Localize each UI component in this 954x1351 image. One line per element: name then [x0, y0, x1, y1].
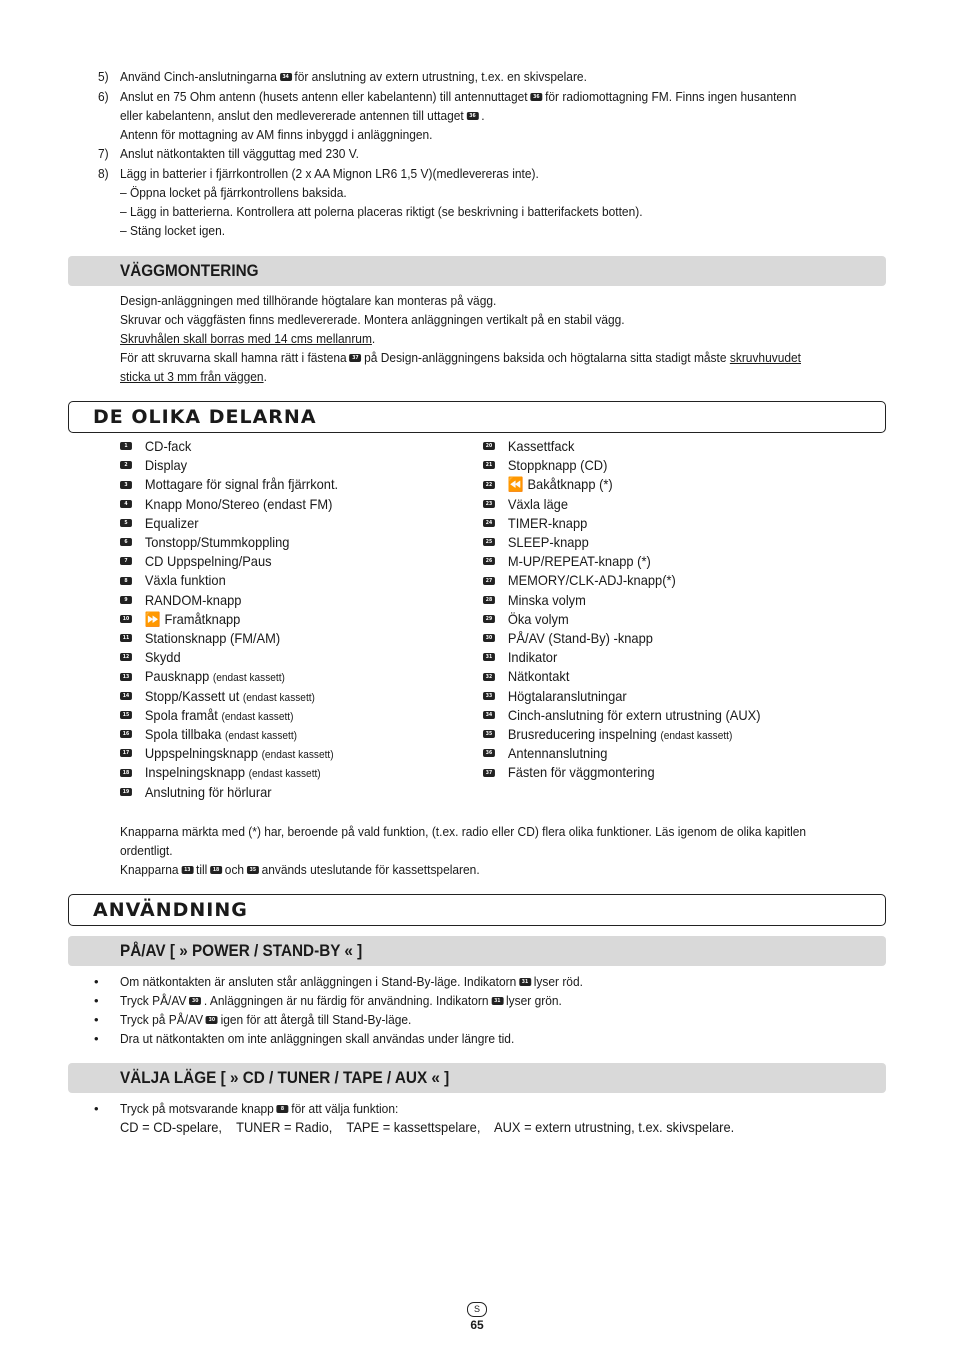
part-label: CD Uppspelning/Paus [144, 553, 272, 570]
part-item [483, 533, 589, 552]
section-bar-parts [68, 401, 886, 433]
part-label: ⏪ Bakåtknapp (*) [507, 476, 613, 493]
part-number-icon: 20 [483, 442, 495, 450]
part-item [483, 437, 574, 456]
part-label: TIMER-knapp [507, 514, 588, 531]
part-item [120, 629, 280, 648]
section-heading-power: PÅ/AV [ » POWER / STAND-BY « ] [120, 941, 363, 960]
part-label: Antennanslutning [507, 745, 608, 762]
language-badge: S [467, 1302, 487, 1317]
part-note: (endast kassett) [225, 730, 298, 742]
part-label: Högtalaranslutningar [507, 687, 627, 704]
part-note: (endast kassett) [660, 730, 733, 742]
part-ref-icon: 18 [210, 866, 222, 874]
bullet-icon: • [94, 1101, 99, 1116]
part-item [120, 610, 240, 629]
part-item [120, 552, 272, 571]
part-number-icon: 13 [120, 673, 132, 681]
mode-line-2: CD = CD-spelare, TUNER = Radio, TAPE = kassettspelare, AUX = extern utrustning, t.ex. skivspelare. [120, 1119, 735, 1135]
part-number-icon: 27 [483, 577, 495, 585]
wall-line-3: Skruvhålen skall borras med 14 cms mellanrum. [120, 331, 376, 346]
part-item [120, 706, 293, 727]
part-number-icon: 1 [120, 442, 132, 450]
part-number-icon: 31 [483, 653, 495, 661]
part-number-icon: 35 [483, 730, 495, 738]
section-heading-wall-mounting: VÄGGMONTERING [120, 261, 259, 280]
part-ref-icon: 13 [181, 866, 193, 874]
part-item [483, 495, 568, 514]
part-ref-icon: 31 [519, 978, 531, 986]
step-text: Anslut en 75 Ohm antenn (husets antenn eller kabelantenn) till antennuttaget 36 för radiomottagning FM. Finns ingen husantenn [120, 89, 797, 104]
bullet-icon: • [94, 1031, 99, 1046]
step-number: 7) [98, 146, 109, 161]
section-bar-power [68, 936, 886, 966]
part-label: Tonstopp/Stummkoppling [144, 534, 290, 550]
part-label: ⏩ Framåtknapp [144, 610, 241, 627]
step-number: 8) [98, 166, 109, 181]
part-number-icon: 29 [483, 615, 495, 623]
part-item [483, 552, 651, 571]
part-item [483, 763, 655, 782]
part-item [483, 744, 607, 763]
part-label: Mottagare för signal från fjärrkont. [144, 476, 339, 493]
section-bar-wall-mounting [68, 256, 886, 286]
wall-line-1: Design-anläggningen med tillhörande högtalare kan monteras på vägg. [120, 293, 497, 308]
part-label: Anslutning för hörlurar [144, 783, 272, 800]
part-item [120, 648, 181, 667]
part-label: Knapp Mono/Stereo (endast FM) [144, 495, 333, 512]
part-number-icon: 24 [483, 519, 495, 527]
part-item [120, 475, 338, 494]
part-label: Pausknapp [144, 668, 210, 685]
part-item [483, 456, 607, 475]
step-text: Antenn för mottagning av AM finns inbyggd i anläggningen. [120, 127, 433, 142]
wall-line-5: sticka ut 3 mm från väggen. [120, 369, 267, 384]
part-number-icon: 12 [120, 653, 132, 661]
part-number-icon: 25 [483, 538, 495, 546]
parts-note-1: Knapparna märkta med (*) har, beroende på vald funktion, (t.ex. radio eller CD) flera olika funktioner. Läs igenom de olika kapitlen [120, 824, 807, 839]
part-item [120, 763, 321, 784]
part-number-icon: 6 [120, 538, 132, 546]
part-number-icon: 36 [483, 749, 495, 757]
part-number-icon: 11 [120, 634, 132, 642]
step-text: – Öppna locket på fjärrkontrollens baksida. [120, 185, 347, 200]
step-number: 6) [98, 89, 109, 104]
wall-line-4: För att skruvarna skall hamna rätt i fästena 37 på Design-anläggningens baksida och högtalarna sitta stadigt måste skruvhuvudet [120, 350, 802, 365]
part-label: Stoppknapp (CD) [507, 457, 608, 474]
section-bar-usage [68, 894, 886, 926]
power-bullet-2: Tryck PÅ/AV 30 . Anläggningen är nu färdig för användning. Indikatorn 31 lyser grön. [120, 993, 562, 1008]
part-number-icon: 16 [120, 730, 132, 738]
part-item [120, 744, 334, 765]
part-note: (endast kassett) [248, 768, 321, 781]
part-item [120, 591, 241, 610]
part-item [483, 725, 732, 746]
parts-note-3: Knapparna 13 till 18 och 35 används uteslutande för kassettspelaren. [120, 862, 480, 877]
part-item [483, 610, 569, 629]
part-number-icon: 33 [483, 692, 495, 700]
part-item [483, 514, 587, 533]
part-item [483, 648, 557, 667]
parts-note-2: ordentligt. [120, 843, 173, 858]
part-ref-icon: 34 [280, 73, 292, 81]
power-bullet-3: Tryck på PÅ/AV 30 igen för att återgå till Stand-By-läge. [120, 1012, 412, 1027]
part-number-icon: 14 [120, 692, 132, 700]
part-number-icon: 7 [120, 557, 132, 565]
power-bullet-4: Dra ut nätkontakten om inte anläggningen skall användas under längre tid. [120, 1031, 515, 1046]
part-number-icon: 28 [483, 596, 495, 604]
part-ref-icon: 30 [189, 997, 201, 1005]
part-note: (endast kassett) [221, 710, 294, 723]
part-note: (endast kassett) [261, 749, 334, 762]
part-item [120, 456, 187, 475]
part-label: CD-fack [144, 438, 192, 454]
part-label: Stopp/Kassett ut [144, 687, 240, 704]
part-label: SLEEP-knapp [507, 534, 589, 550]
part-item [120, 437, 191, 456]
part-number-icon: 18 [120, 769, 132, 777]
part-item [483, 571, 676, 590]
page-number: 65 [470, 1318, 484, 1332]
part-label: Spola tillbaka [144, 726, 222, 742]
part-label: Fästen för väggmontering [507, 764, 655, 781]
section-bar-mode [68, 1063, 886, 1093]
part-ref-icon: 37 [349, 354, 361, 362]
mode-bullet-1: Tryck på motsvarande knapp 8 för att välja funktion: [120, 1101, 399, 1116]
part-item [483, 687, 627, 706]
step-text: Lägg in batterier i fjärrkontrollen (2 x AA Mignon LR6 1,5 V)(medlevereras inte). [120, 166, 539, 181]
part-number-icon: 22 [483, 481, 495, 489]
part-label: Minska volym [507, 591, 586, 608]
part-ref-icon: 31 [491, 997, 503, 1005]
part-number-icon: 5 [120, 519, 132, 527]
part-note: (endast kassett) [212, 672, 285, 685]
part-ref-icon: 35 [247, 866, 259, 874]
part-item [120, 687, 315, 708]
step-text: Anslut nätkontakten till vägguttag med 230 V. [120, 146, 359, 161]
step-text: Använd Cinch-anslutningarna 34 för anslutning av extern utrustning, t.ex. en skivspelare. [120, 69, 587, 84]
bullet-icon: • [94, 1012, 99, 1027]
part-label: Spola framåt [144, 706, 218, 723]
part-number-icon: 2 [120, 461, 132, 469]
part-label: PÅ/AV (Stand-By) -knapp [507, 630, 653, 646]
section-heading-usage: ANVÄNDNING [93, 899, 248, 921]
part-label: Skydd [144, 649, 181, 666]
part-number-icon: 3 [120, 481, 132, 489]
part-number-icon: 26 [483, 557, 495, 565]
step-text: – Lägg in batterierna. Kontrollera att polerna placeras riktigt (se beskrivning i batterifackets botten). [120, 204, 643, 219]
part-label: Växla läge [507, 495, 568, 512]
part-number-icon: 30 [483, 634, 495, 642]
power-bullet-1: Om nätkontakten är ansluten står anläggningen i Stand-By-läge. Indikatorn 31 lyser röd. [120, 974, 583, 989]
part-label: Inspelningsknapp [144, 764, 246, 781]
part-label: Nätkontakt [507, 668, 570, 685]
bullet-icon: • [94, 993, 99, 1008]
part-number-icon: 19 [120, 788, 132, 796]
part-label: Uppspelningsknapp [144, 745, 258, 762]
section-heading-mode: VÄLJA LÄGE [ » CD / TUNER / TAPE / AUX « ] [120, 1068, 450, 1087]
part-item [483, 629, 653, 648]
step-number: 5) [98, 69, 109, 84]
part-item [120, 514, 199, 533]
part-item [120, 533, 289, 552]
part-item [120, 667, 285, 688]
part-label: RANDOM-knapp [144, 591, 242, 608]
wall-line-2: Skruvar och väggfästen finns medlevererade. Montera anläggningen vertikalt på en stabil vägg. [120, 312, 625, 327]
part-number-icon: 8 [120, 577, 132, 585]
part-item [120, 571, 226, 590]
part-label: Stationsknapp (FM/AM) [144, 630, 281, 646]
part-label: Equalizer [144, 514, 199, 531]
section-heading-parts: DE OLIKA DELARNA [93, 406, 317, 428]
part-item [120, 783, 272, 802]
part-number-icon: 32 [483, 673, 495, 681]
part-label: Cinch-anslutning för extern utrustning (AUX) [507, 706, 761, 723]
part-label: Kassettfack [507, 438, 575, 454]
part-note: (endast kassett) [242, 691, 315, 704]
part-item [483, 591, 586, 610]
part-item [483, 667, 569, 686]
part-number-icon: 21 [483, 461, 495, 469]
bullet-icon: • [94, 974, 99, 989]
part-label: Öka volym [507, 610, 569, 627]
part-item [120, 495, 332, 514]
part-label: Brusreducering inspelning [507, 726, 657, 742]
part-number-icon: 9 [120, 596, 132, 604]
part-number-icon: 23 [483, 500, 495, 508]
part-label: M-UP/REPEAT-knapp (*) [507, 553, 651, 570]
part-number-icon: 17 [120, 749, 132, 757]
part-item [120, 725, 297, 746]
part-number-icon: 10 [120, 615, 132, 623]
part-ref-icon: 36 [467, 112, 479, 120]
part-label: Display [144, 457, 188, 474]
part-item [483, 475, 613, 494]
part-item [483, 706, 761, 725]
part-number-icon: 34 [483, 711, 495, 719]
part-number-icon: 37 [483, 769, 495, 777]
part-ref-icon: 8 [277, 1105, 289, 1113]
part-number-icon: 4 [120, 500, 132, 508]
part-label: Växla funktion [144, 572, 226, 589]
part-label: MEMORY/CLK-ADJ-knapp(*) [507, 572, 676, 589]
part-ref-icon: 36 [530, 93, 542, 101]
part-ref-icon: 30 [206, 1016, 218, 1024]
part-number-icon: 15 [120, 711, 132, 719]
step-text: eller kabelantenn, anslut den medlevererade antennen till uttaget 36 . [120, 108, 485, 123]
step-text: – Stäng locket igen. [120, 223, 226, 238]
part-label: Indikator [507, 649, 558, 666]
